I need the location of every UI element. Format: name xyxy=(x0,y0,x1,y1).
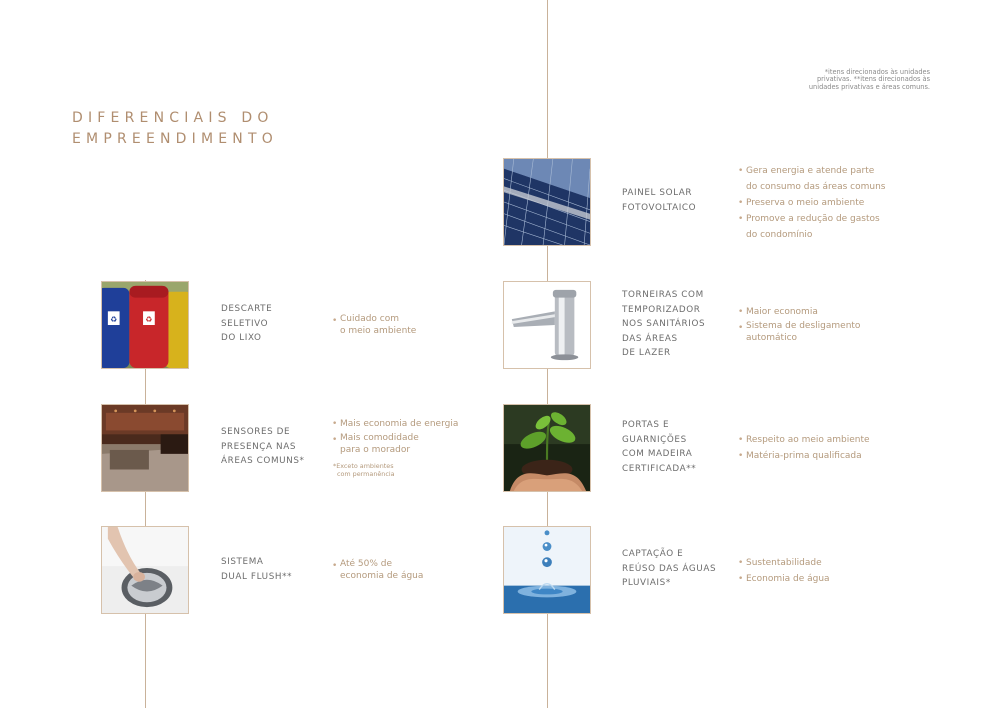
recycling-bins-image xyxy=(101,281,189,369)
benefit-item: • Economia de água xyxy=(738,571,830,587)
sensor-footnote xyxy=(333,462,395,478)
label-line: SELETIVO xyxy=(221,318,269,329)
label-line: CERTIFICADA** xyxy=(622,463,697,474)
benefit-item: • Preserva o meio ambiente xyxy=(738,195,885,211)
dual-flush-image xyxy=(101,526,189,614)
benefit-item: • Matéria-prima qualificada xyxy=(738,448,870,464)
footnote-line: *Exceto ambientes xyxy=(333,462,394,470)
title-line: EMPREENDIMENTO xyxy=(72,131,278,147)
label-line: DO LIXO xyxy=(221,333,262,343)
wood-benefits xyxy=(738,432,870,464)
label-line: COM MADEIRA xyxy=(622,449,693,459)
note-line: *itens direcionados às unidades xyxy=(824,68,930,76)
benefit-item: • Maior economia xyxy=(738,304,860,320)
footnote-line: com permanência xyxy=(337,470,395,478)
benefit-item: • Respeito ao meio ambiente xyxy=(738,432,870,448)
label-line: SISTEMA xyxy=(221,557,264,567)
sensor-label xyxy=(221,425,305,469)
trash-label xyxy=(221,302,272,346)
rain-benefits xyxy=(738,555,830,587)
faucet-image xyxy=(503,281,591,369)
label-line: ÁREAS COMUNS* xyxy=(221,456,305,466)
benefit-item: • Até 50% de economia de água xyxy=(332,558,423,582)
note-line: privativas. **itens direcionados às xyxy=(816,75,930,84)
label-line: DE LAZER xyxy=(622,348,671,358)
label-line: PORTAS E xyxy=(622,420,670,430)
svg-text:♻: ♻ xyxy=(145,315,153,325)
benefit-item: • Cuidado com o meio ambiente xyxy=(332,313,416,337)
label-line: REÚSO DAS ÁGUAS xyxy=(622,563,717,574)
flush-label xyxy=(221,555,292,584)
label-line: NOS SANITÁRIOS xyxy=(622,319,706,329)
footnote-legend xyxy=(770,69,930,91)
label-line: PAINEL SOLAR xyxy=(622,188,693,198)
faucet-benefits xyxy=(738,304,860,344)
solar-label xyxy=(622,186,696,215)
rain-label xyxy=(622,547,716,591)
flush-benefits xyxy=(332,558,423,582)
water-drop-image xyxy=(503,526,591,614)
label-line: CAPTAÇÃO E xyxy=(622,549,684,559)
solar-benefits xyxy=(738,163,885,243)
benefit-item: • Sistema de desligamento automático xyxy=(738,320,860,344)
sensor-benefits xyxy=(332,416,458,456)
label-line: DESCARTE xyxy=(221,304,273,314)
label-line: DAS ÁREAS xyxy=(622,333,678,344)
wood-label xyxy=(622,418,696,476)
title-line: DIFERENCIAIS DO xyxy=(72,110,274,126)
svg-text:♻: ♻ xyxy=(110,315,118,325)
trash-benefits xyxy=(332,313,416,337)
label-line: SENSORES DE xyxy=(221,427,291,437)
benefit-item: • Mais comodidade para o morador xyxy=(332,432,458,456)
plant-in-hands-image xyxy=(503,404,591,492)
benefit-item: • Gera energia e atende parte do consumo das áreas comuns xyxy=(738,163,885,195)
solar-panel-image xyxy=(503,158,591,246)
label-line: TEMPORIZADOR xyxy=(622,304,701,315)
label-line: DUAL FLUSH** xyxy=(221,571,293,582)
benefit-item: • Promove a redução de gastos do condomínio xyxy=(738,211,885,243)
benefit-item: • Sustentabilidade xyxy=(738,555,830,571)
lobby-image xyxy=(101,404,189,492)
label-line: PRESENÇA NAS xyxy=(221,441,297,452)
label-line: FOTOVOLTAICO xyxy=(622,202,697,213)
label-line: GUARNIÇÕES xyxy=(622,434,687,445)
label-line: TORNEIRAS COM xyxy=(622,290,704,300)
faucet-label xyxy=(622,288,705,361)
benefit-item: • Mais economia de energia xyxy=(332,416,458,432)
note-line: unidades privativas e áreas comuns. xyxy=(808,82,930,91)
label-line: PLUVIAIS* xyxy=(622,578,671,588)
page-title xyxy=(72,108,278,150)
